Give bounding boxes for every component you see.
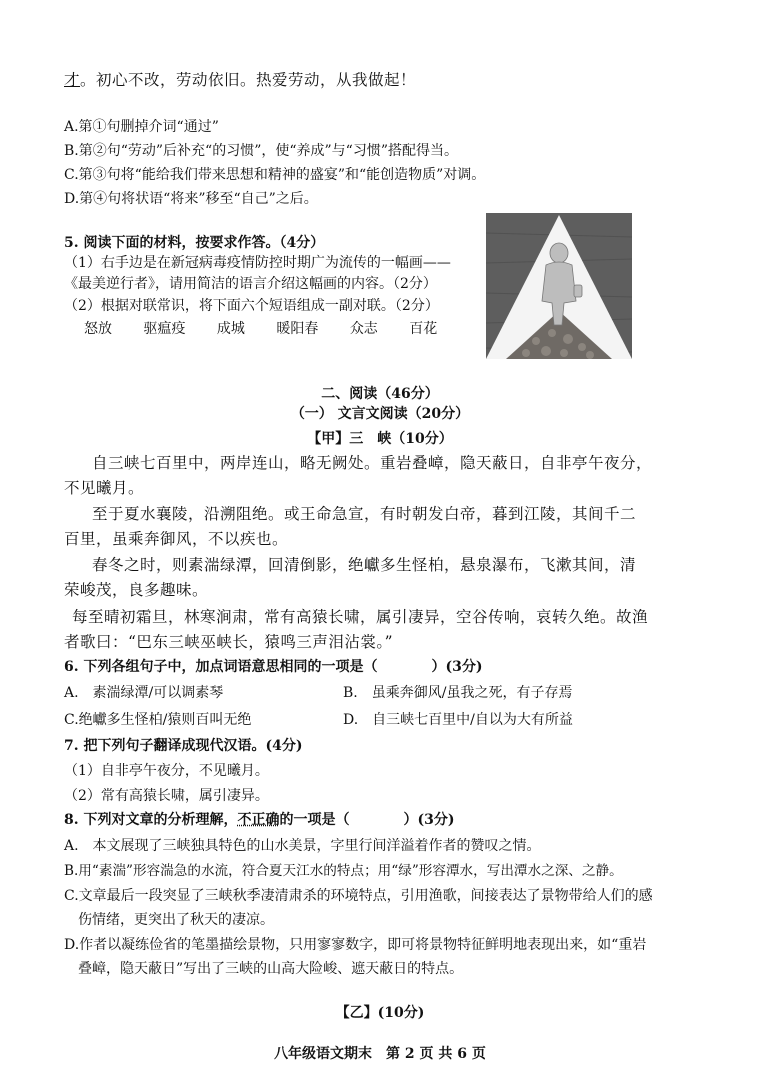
q5-phrases [84, 319, 464, 339]
passage-line: 自三峡七百里中，两岸连山，略无阙处。重岩叠嶂，隐天蔽日，自非亭午夜分， [92, 454, 653, 472]
q6-option-b: B. 虽乘奔御风/虽我之死，有子存焉 [343, 685, 573, 701]
q8-option: C.文章最后一段突显了三峡秋季凄清肃杀的环境特点，引用渔歌，间接表达了景物带给人们的感 [64, 888, 653, 904]
passage-line: 荣峻茂，良多趣味。 [64, 581, 209, 599]
q8-option: 伤情绪，更突出了秋天的凄凉。 [64, 912, 274, 928]
phrase: 众志 [349, 321, 378, 337]
q6-title: 6. 下列各组句子中，加点词语意思相同的一项是（ ）(3分) [64, 659, 483, 675]
q5-part2: （2）根据对联常识，将下面六个短语组成一副对联。（2分） [64, 298, 439, 314]
passage-title: 【甲】三 峡（10分） [307, 431, 453, 447]
painting-image [486, 213, 632, 359]
q5-part1-line2: 《最美逆行者》，请用简洁的语言介绍这幅画的内容。（2分） [64, 276, 437, 292]
q8-option: B.用“素湍”形容湍急的水流，符合夏天江水的特点；用“绿”形容潭水，写出潭水之深、之静。 [64, 863, 623, 879]
q7-sentence-1: （1）自非亭午夜分，不见曦月。 [64, 763, 269, 779]
q7-title: 7. 把下列句子翻译成现代汉语。(4分) [64, 738, 303, 754]
phrase: 百花 [409, 321, 438, 337]
q7-sentence-2: （2）常有高猿长啸，属引凄异。 [64, 788, 269, 804]
phrase: 暖阳春 [276, 321, 319, 337]
continued-text: 才。初心不改，劳动依旧。热爱劳动，从我做起！ [64, 71, 417, 89]
passage-line: 者歌曰：“巴东三峡巫峡长，猿鸣三声泪沾裳。” [64, 633, 394, 651]
passage-line: 春冬之时，则素湍绿潭，回清倒影，绝巘多生怪柏，悬泉瀑布，飞漱其间，清 [92, 556, 637, 574]
passage-line: 不见曦月。 [64, 479, 145, 497]
underlined-char: 才 [64, 71, 81, 89]
q5-title: 5. 阅读下面的材料，按要求作答。（4分） [64, 235, 325, 251]
page-footer: 八年级语文期末 第 2 页 共 6 页 [274, 1046, 486, 1062]
subsection-title: （一） 文言文阅读（20分） [290, 406, 470, 422]
q6-option-c: C.绝巘多生怪柏/猿则百叫无绝 [64, 712, 252, 728]
q8-option: A. 本文展现了三峡独具特色的山水美景，字里行间洋溢着作者的赞叹之情。 [64, 838, 541, 854]
phrase: 怒放 [84, 321, 112, 337]
q5-part1-line1: （1）右手边是在新冠病毒疫情防控时期广为流传的一幅画—— [64, 255, 451, 271]
passage-line: 至于夏水襄陵，沿溯阻绝。或王命急宣，有时朝发白帝，暮到江陵，其间千二 [92, 505, 637, 523]
passage-line: 百里，虽乘奔御风，不以疾也。 [64, 530, 289, 548]
passage-yi-title: 【乙】(10分) [335, 1005, 425, 1021]
section-title: 二、阅读（46分） [321, 386, 439, 402]
phrase: 成城 [216, 321, 245, 337]
q8-option: D.作者以凝练俭省的笔墨描绘景物，只用寥寥数字，即可将景物特征鲜明地表现出来，如“重岩 [64, 937, 647, 953]
q8-title: 8. 下列对文章的分析理解，不正确的一项是（ ）(3分) [64, 812, 455, 828]
q4-option-a: A.第①句删掉介词“通过” [64, 119, 219, 135]
q4-option-b: B.第②句“劳动”后补充“的习惯”，使“养成”与“习惯”搭配得当。 [64, 143, 458, 159]
emphasis-dots: 不正确 [237, 812, 280, 828]
q6-option-a: A. 素湍绿潭/可以调素琴 [64, 685, 224, 701]
q8-option: 叠嶂，隐天蔽日”写出了三峡的山高大险峻、遮天蔽日的特点。 [64, 961, 464, 977]
q4-option-d: D.第④句将状语“将来”移至“自己”之后。 [64, 191, 318, 207]
passage-line: 每至晴初霜旦，林寒涧肃，常有高猿长啸，属引凄异，空谷传响，哀转久绝。故渔 [72, 608, 649, 626]
q4-option-c: C.第③句将“能给我们带来思想和精神的盛宴”和“能创造物质”对调。 [64, 167, 486, 183]
q6-option-d: D. 自三峡七百里中/自以为大有所益 [343, 712, 573, 728]
phrase: 驱瘟疫 [143, 321, 186, 337]
